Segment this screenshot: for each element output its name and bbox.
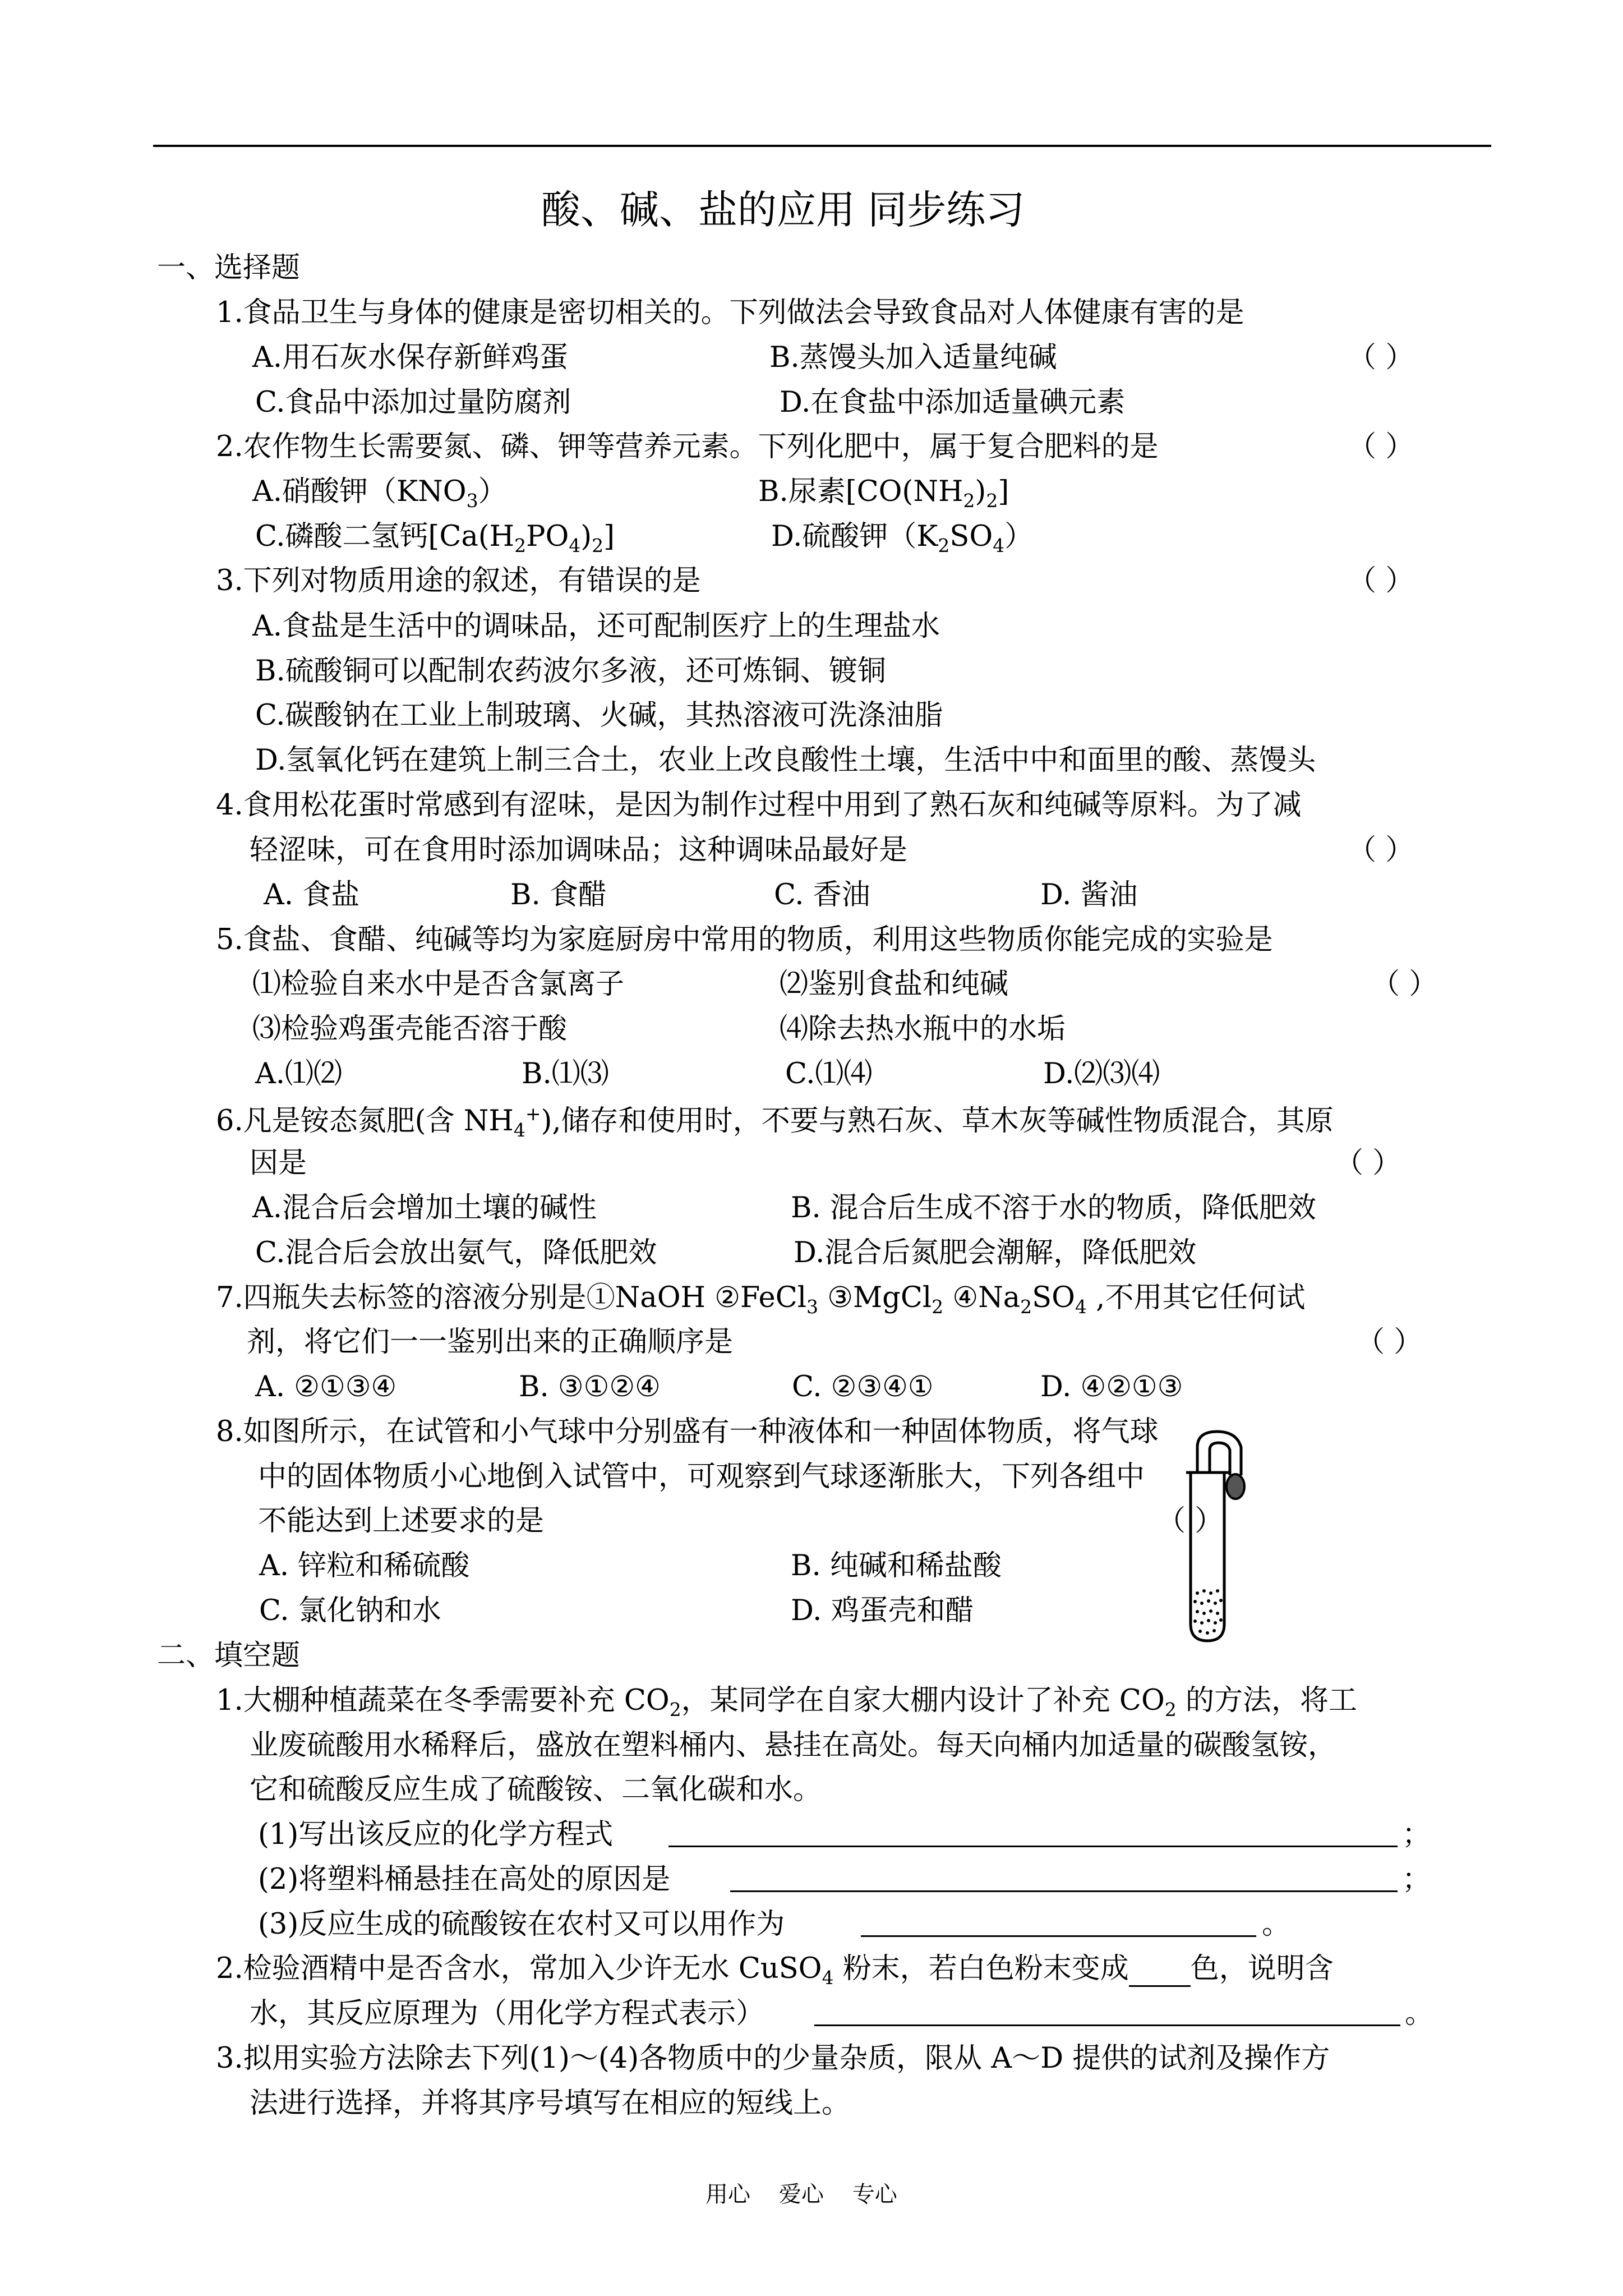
question-8-stem-line3: 不能达到上述要求的是 [258, 1504, 545, 1538]
q3-answer-paren: （ ） [1348, 564, 1414, 597]
q4-option-b: B. 食醋 [510, 878, 607, 912]
q8-option-a: A. 锌粒和稀硫酸 [259, 1549, 470, 1582]
fill-2-line2: 水，其反应原理为（用化学方程式表示） [250, 1997, 765, 2030]
question-4-stem-line2: 轻涩味，可在食用时添加调味品；这种调味品最好是 [250, 834, 908, 867]
fill-2-period: 。 [1405, 1997, 1434, 2030]
q2-option-b: B.尿素$[CO(NH_2)_2]$ [758, 475, 1009, 512]
q7-answer-paren: （ ） [1356, 1326, 1423, 1359]
test-tube-balloon-figure [1169, 1425, 1281, 1649]
q5-option-d: D.⑵⑶⑷ [1043, 1057, 1160, 1091]
fill-1-line3: 它和硫酸反应生成了硫酸铵、二氧化碳和水。 [250, 1773, 822, 1806]
q8-option-d: D. 鸡蛋壳和醋 [791, 1594, 974, 1627]
page-footer: 用心 爱心 专心 [706, 2182, 897, 2207]
question-7-stem-line2: 剂，将它们一一鉴别出来的正确顺序是 [247, 1326, 734, 1359]
question-4-stem-line1: 4.食用松花蛋时常感到有涩味，是因为制作过程中用到了熟石灰和纯碱等原料。为了减 [216, 789, 1302, 822]
q5-item-2: ⑵鉴别食盐和纯碱 [780, 968, 1009, 1001]
fill-1-part-1-blank[interactable] [668, 1846, 1398, 1847]
q1-option-a: A.用石灰水保存新鲜鸡蛋 [252, 341, 569, 374]
q2-option-c: C.磷酸二氢钙$[Ca(H_2PO_4)_2]$ [255, 520, 615, 557]
q8-answer-paren: （ ） [1157, 1504, 1224, 1538]
question-2-stem: 2.农作物生长需要氮、磷、钾等营养元素。下列化肥中，属于复合肥料的是 [216, 430, 1159, 463]
fill-1-part-2-label: (2)将塑料桶悬挂在高处的原因是 [258, 1863, 671, 1896]
question-6-stem-line2: 因是 [250, 1147, 307, 1180]
q7-option-c: C. ②③④① [792, 1370, 934, 1404]
question-1-stem: 1.食品卫生与身体的健康是密切相关的。下列做法会导致食品对人体健康有害的是 [216, 296, 1244, 329]
q4-answer-paren: （ ） [1348, 834, 1414, 867]
question-8-stem-line1: 8.如图所示，在试管和小气球中分别盛有一种液体和一种固体物质，将气球 [216, 1415, 1159, 1448]
fill-1-part-3-period: 。 [1262, 1908, 1291, 1941]
q8-option-c: C. 氯化钠和水 [259, 1594, 441, 1627]
fill-3-line2: 法进行选择，并将其序号填写在相应的短线上。 [250, 2087, 851, 2120]
fill-1-part-1-label: (1)写出该反应的化学方程式 [258, 1818, 614, 1851]
q3-option-c: C.碳酸钠在工业上制玻璃、火碱，其热溶液可洗涤油脂 [255, 699, 943, 732]
q2-option-a: A.硝酸钾$(KNO_3)$ [252, 475, 507, 512]
fill-1-part-3-blank[interactable] [861, 1935, 1256, 1937]
q6-answer-paren: （ ） [1335, 1147, 1401, 1180]
q6-option-c: C.混合后会放出氨气，降低肥效 [255, 1236, 657, 1269]
q5-option-a: A.⑴⑵ [255, 1057, 343, 1091]
q5-option-c: C.⑴⑷ [785, 1057, 873, 1091]
fill-1-part-3-label: (3)反应生成的硫酸铵在农村又可以用作为 [258, 1908, 785, 1941]
q1-answer-paren: （ ） [1348, 341, 1414, 374]
q7-option-d: D. ④②①③ [1040, 1370, 1183, 1404]
fill-2-equation-blank[interactable] [814, 2024, 1400, 2026]
fill-1-part-1-semicolon: ； [1402, 1818, 1431, 1851]
q3-option-d: D.氢氧化钙在建筑上制三合土，农业上改良酸性土壤，生活中中和面里的酸、蒸馒头 [255, 744, 1316, 777]
page-title: 酸、碱、盐的应用 同步练习 [541, 187, 1025, 233]
question-6-stem-line1: 6.凡是铵态氮肥(含 $NH_4^+$),储存和使用时，不要与熟石灰、草木灰等碱性物质混合，其原 [216, 1103, 1334, 1142]
fill-1-line1: 1.大棚种植蔬菜在冬季需要补充 $CO_2$，某同学在自家大棚内设计了补充 $CO_2$ 的方法，将工 [216, 1684, 1357, 1721]
question-7-stem-line1: 7.四瓶失去标签的溶液分别是①NaOH ②FeCl$_3$ ③MgCl$_2$ $④Na_2SO_4$ ,不用其它任何试 [216, 1281, 1306, 1318]
section-heading-fill: 二、填空题 [157, 1639, 301, 1672]
question-8-stem-line2: 中的固体物质小心地倒入试管中，可观察到气球逐渐胀大，下列各组中 [258, 1460, 1145, 1493]
fill-1-part-2-semicolon: ； [1402, 1863, 1431, 1896]
q6-option-a: A.混合后会增加土壤的碱性 [252, 1191, 597, 1225]
q1-option-c: C.食品中添加过量防腐剂 [255, 386, 571, 419]
fill-2-color-blank[interactable] [1129, 1961, 1191, 1987]
q5-answer-paren: （ ） [1371, 968, 1438, 1001]
q6-option-b: B. 混合后生成不溶于水的物质，降低肥效 [791, 1191, 1316, 1225]
q3-option-a: A.食盐是生活中的调味品，还可配制医疗上的生理盐水 [252, 610, 940, 643]
q3-option-b: B.硫酸铜可以配制农药波尔多液，还可炼铜、镀铜 [255, 655, 886, 688]
q7-option-b: B. ③①②④ [519, 1370, 661, 1404]
q1-option-b: B.蒸馒头加入适量纯碱 [769, 341, 1057, 374]
q5-option-b: B.⑴⑶ [522, 1057, 609, 1091]
q1-option-d: D.在食盐中添加适量碘元素 [780, 386, 1126, 419]
q5-item-3: ⑶检验鸡蛋壳能否溶于酸 [252, 1013, 568, 1046]
fill-2-line1: 2.检验酒精中是否含水，常加入少许无水 CuSO$_4$ 粉末，若白色粉末变成 色，说明含 [216, 1952, 1334, 1989]
q4-option-d: D. 酱油 [1040, 878, 1138, 912]
q8-option-b: B. 纯碱和稀盐酸 [791, 1549, 1002, 1582]
q7-option-a: A. ②①③④ [255, 1370, 397, 1404]
q4-option-c: C. 香油 [774, 878, 870, 912]
fill-1-line2: 业废硫酸用水稀释后，盛放在塑料桶内、悬挂在高处。每天向桶内加适量的碳酸氢铵， [250, 1729, 1337, 1762]
question-5-stem: 5.食盐、食醋、纯碱等均为家庭厨房中常用的物质，利用这些物质你能完成的实验是 [216, 923, 1273, 956]
q6-option-d: D.混合后氮肥会潮解，降低肥效 [794, 1236, 1197, 1269]
section-heading-choice: 一、选择题 [157, 251, 301, 284]
q5-item-4: ⑷除去热水瓶中的水垢 [780, 1013, 1066, 1046]
q2-answer-paren: （ ） [1348, 430, 1414, 463]
q5-item-1: ⑴检验自来水中是否含氯离子 [252, 968, 625, 1001]
question-3-stem: 3.下列对物质用途的叙述，有错误的是 [216, 564, 701, 597]
header-rule [153, 145, 1491, 147]
fill-3-line1: 3.拟用实验方法除去下列(1)～(4)各物质中的少量杂质，限从 A～D 提供的试剂及操作方 [216, 2042, 1330, 2075]
q2-option-d: D.硫酸钾$(K_2SO_4)$ [771, 520, 1034, 557]
q4-option-a: A. 食盐 [264, 878, 360, 912]
fill-1-part-2-blank[interactable] [730, 1890, 1398, 1892]
